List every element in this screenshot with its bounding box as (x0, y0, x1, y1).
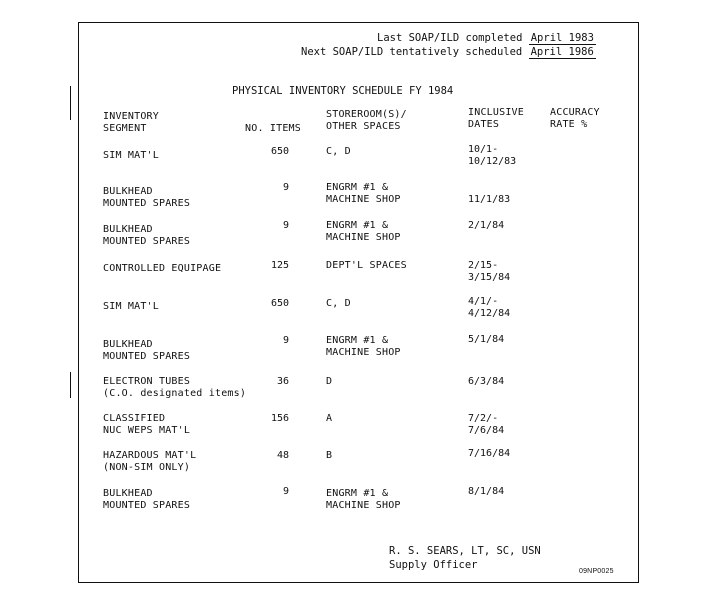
row-3-dates: 2/1/84 (468, 220, 505, 231)
next-scheduled-line (301, 46, 596, 59)
row-5-storeroom: C, D (326, 298, 351, 309)
row-5-items: 650 (270, 298, 289, 309)
row-8-segment: CLASSIFIED NUC WEPS MAT'L (103, 413, 191, 436)
last-completed-date: April 1983 (530, 32, 594, 44)
row-4-items: 125 (270, 260, 289, 271)
row-7-segment: ELECTRON TUBES (C.O. designated items) (103, 376, 247, 399)
row-8-items: 156 (270, 413, 289, 424)
row-3-segment: BULKHEAD MOUNTED SPARES (103, 224, 191, 247)
col-header-items: NO. ITEMS (245, 123, 301, 134)
row-9-storeroom: B (326, 450, 333, 461)
row-4-storeroom: DEPT'L SPACES (326, 260, 407, 271)
row-7-items: 36 (276, 376, 289, 387)
row-3-storeroom: ENGRM #1 & MACHINE SHOP (326, 220, 401, 243)
figure-code: 09NP0025 (579, 568, 614, 575)
margin-mark (70, 86, 75, 120)
row-10-items: 9 (282, 486, 289, 497)
row-5-dates: 4/1/- 4/12/84 (468, 296, 511, 319)
row-8-storeroom: A (326, 413, 333, 424)
row-9-items: 48 (276, 450, 289, 461)
row-8-dates: 7/2/- 7/6/84 (468, 413, 505, 436)
next-scheduled-label: Next SOAP/ILD tentatively scheduled (301, 46, 523, 58)
margin-mark (70, 372, 75, 398)
row-1-items: 650 (270, 146, 289, 157)
last-completed-line (377, 32, 596, 45)
row-4-segment: CONTROLLED EQUIPAGE (103, 263, 222, 274)
row-7-storeroom: D (326, 376, 333, 387)
last-completed-label: Last SOAP/ILD completed (377, 32, 523, 44)
row-9-dates: 7/16/84 (468, 448, 511, 459)
row-6-dates: 5/1/84 (468, 334, 505, 345)
row-2-dates: 11/1/83 (468, 194, 511, 205)
signature-title: Supply Officer (389, 559, 478, 571)
row-2-storeroom: ENGRM #1 & MACHINE SHOP (326, 182, 401, 205)
col-header-segment: INVENTORY SEGMENT (103, 111, 159, 134)
col-header-storeroom: STOREROOM(S)/ OTHER SPACES (326, 109, 407, 132)
row-6-segment: BULKHEAD MOUNTED SPARES (103, 339, 191, 362)
row-7-dates: 6/3/84 (468, 376, 505, 387)
row-3-items: 9 (282, 220, 289, 231)
row-2-items: 9 (282, 182, 289, 193)
schedule-title: PHYSICAL INVENTORY SCHEDULE FY 1984 (232, 85, 454, 97)
row-5-segment: SIM MAT'L (103, 301, 159, 312)
row-4-dates: 2/15- 3/15/84 (468, 260, 511, 283)
row-6-storeroom: ENGRM #1 & MACHINE SHOP (326, 335, 401, 358)
row-9-segment: HAZARDOUS MAT'L (NON-SIM ONLY) (103, 450, 197, 473)
row-2-segment: BULKHEAD MOUNTED SPARES (103, 186, 191, 209)
col-header-accuracy: ACCURACY RATE % (550, 107, 600, 130)
row-1-dates: 10/1- 10/12/83 (468, 144, 517, 167)
row-1-segment: SIM MAT'L (103, 150, 159, 161)
next-scheduled-date: April 1986 (530, 46, 594, 58)
signature-name: R. S. SEARS, LT, SC, USN (389, 545, 541, 557)
row-10-storeroom: ENGRM #1 & MACHINE SHOP (326, 488, 401, 511)
col-header-dates: INCLUSIVE DATES (468, 107, 524, 130)
row-10-dates: 8/1/84 (468, 486, 505, 497)
row-6-items: 9 (282, 335, 289, 346)
row-10-segment: BULKHEAD MOUNTED SPARES (103, 488, 191, 511)
row-1-storeroom: C, D (326, 146, 351, 157)
document-frame (78, 22, 639, 583)
